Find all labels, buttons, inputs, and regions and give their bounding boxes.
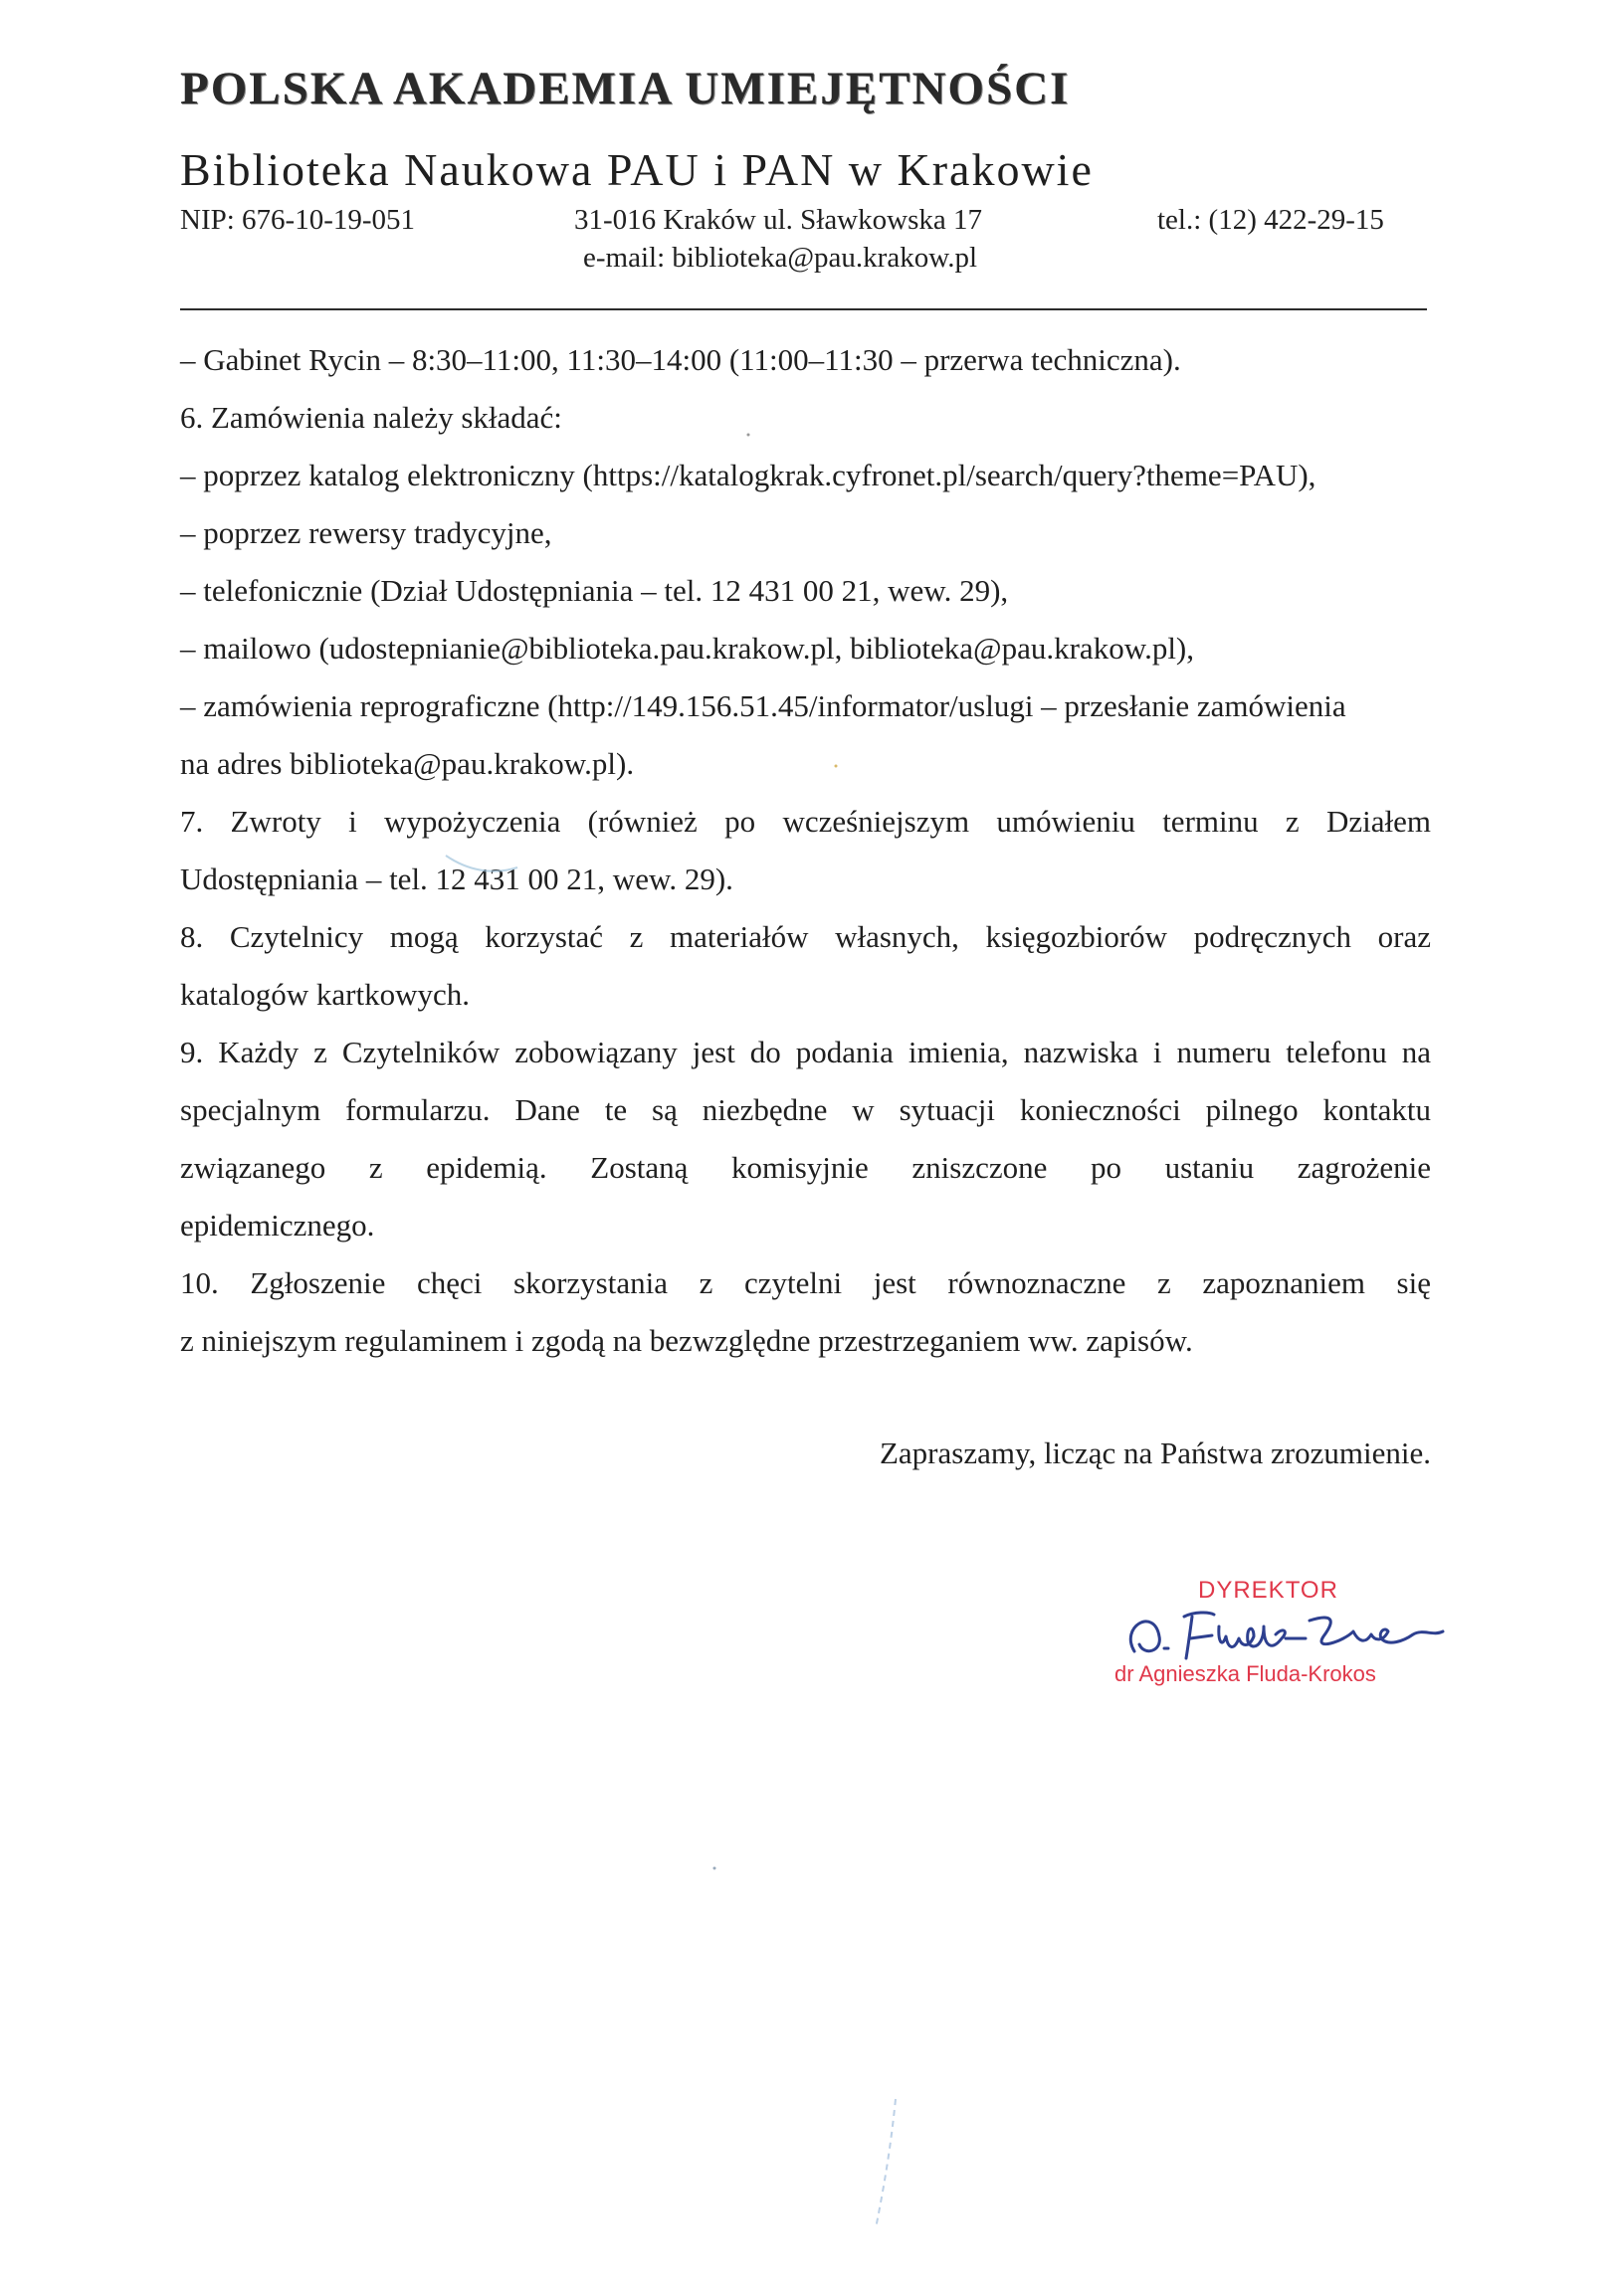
- text-line: specjalnym formularzu. Dane te są niezbędne w sytuacji konieczności pilnego kontaktu: [180, 1092, 1431, 1127]
- header-divider: [180, 308, 1427, 310]
- text-line: 9. Każdy z Czytelników zobowiązany jest do podania imienia, nazwiska i numeru telefonu na: [180, 1035, 1431, 1069]
- director-stamp-title: DYREKTOR: [1198, 1577, 1338, 1604]
- text-line: 8. Czytelnicy mogą korzystać z materiałów własnych, księgozbiorów podręcznych oraz: [180, 919, 1431, 954]
- text-line: katalogów kartkowych.: [180, 977, 470, 1012]
- text-line: Udostępniania – tel. 12 431 00 21, wew. 29).: [180, 861, 733, 896]
- text-line: 10. Zgłoszenie chęci skorzystania z czytelni jest równoznaczne z zapoznaniem się: [180, 1265, 1431, 1300]
- text-line: – mailowo (udostepnianie@biblioteka.pau.krakow.pl, biblioteka@pau.krakow.pl),: [180, 631, 1195, 666]
- text-line: 6. Zamówienia należy składać:: [180, 400, 562, 435]
- text-line: na adres biblioteka@pau.krakow.pl).: [180, 746, 635, 781]
- library-name: Biblioteka Naukowa PAU i PAN w Krakowie: [180, 144, 1094, 195]
- text-line: 7. Zwroty i wypożyczenia (również po wcześniejszym umówieniu terminu z Działem: [180, 804, 1431, 839]
- email-address: e-mail: biblioteka@pau.krakow.pl: [583, 242, 978, 274]
- text-line: – zamówienia reprograficzne (http://149.156.51.45/informator/uslugi – przesłanie zamówienia: [180, 688, 1346, 723]
- phone-number: tel.: (12) 422-29-15: [1157, 204, 1384, 236]
- text-line: epidemicznego.: [180, 1208, 375, 1243]
- text-line: z niniejszym regulaminem i zgodą na bezwzględne przestrzeganiem ww. zapisów.: [180, 1323, 1193, 1358]
- closing-sentence: Zapraszamy, licząc na Państwa zrozumienie.: [879, 1435, 1431, 1470]
- nip-number: NIP: 676-10-19-051: [180, 204, 416, 236]
- text-line: – poprzez rewersy tradycyjne,: [180, 515, 552, 550]
- organization-name: POLSKA AKADEMIA UMIEJĘTNOŚCI: [180, 63, 1071, 114]
- text-line: – poprzez katalog elektroniczny (https://katalogkrak.cyfronet.pl/search/query?theme=PAU),: [180, 458, 1316, 492]
- text-line: związanego z epidemią. Zostaną komisyjnie zniszczone po ustaniu zagrożenie: [180, 1150, 1431, 1185]
- postal-address: 31-016 Kraków ul. Sławkowska 17: [574, 204, 982, 236]
- text-line: – Gabinet Rycin – 8:30–11:00, 11:30–14:00 (11:00–11:30 – przerwa techniczna).: [180, 342, 1181, 377]
- director-name: dr Agnieszka Fluda-Krokos: [1114, 1661, 1376, 1686]
- text-line: – telefonicznie (Dział Udostępniania – tel. 12 431 00 21, wew. 29),: [180, 573, 1009, 608]
